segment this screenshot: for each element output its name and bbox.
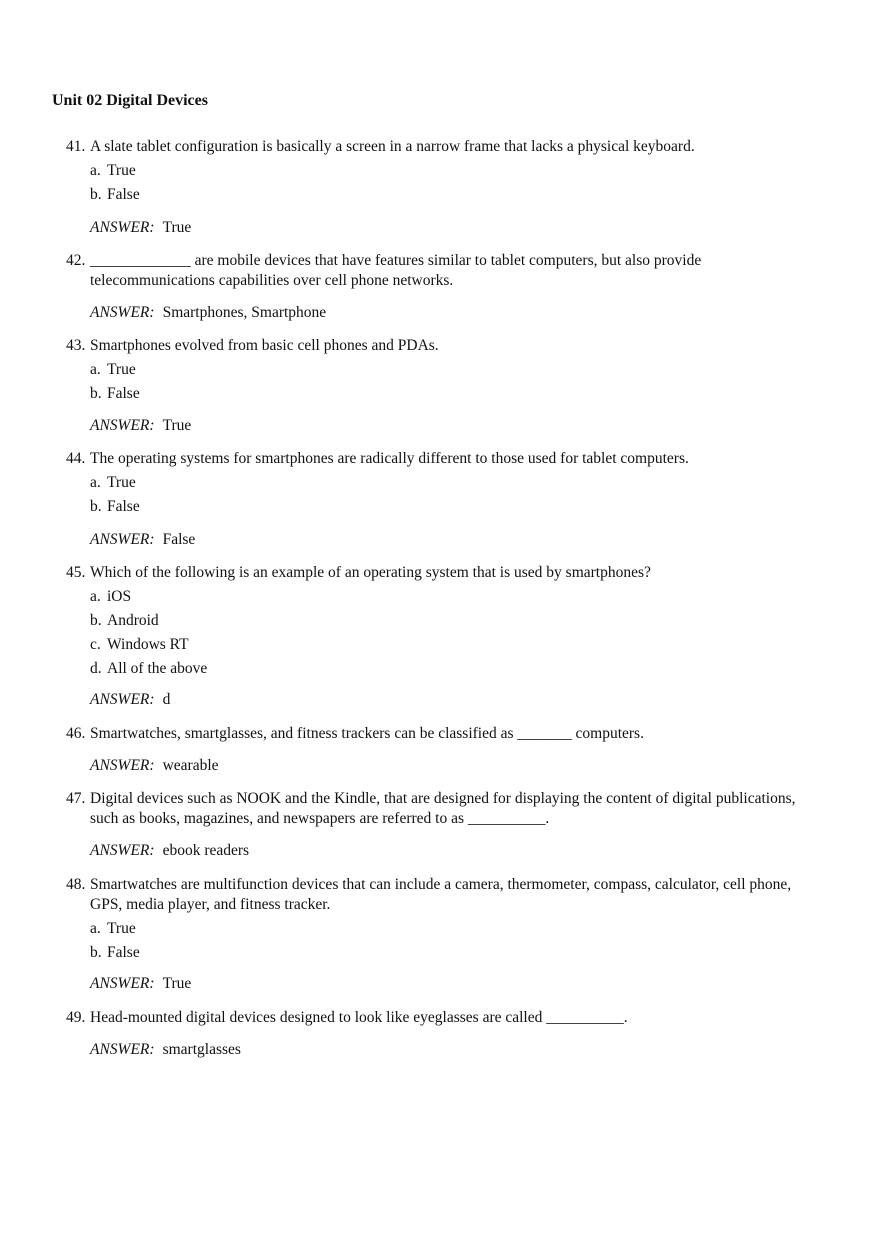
option-text: iOS [107, 588, 132, 605]
option-letter: b. [90, 612, 102, 629]
option-letter: b. [90, 385, 102, 402]
question-43 [66, 336, 826, 406]
answer-value: Smartphones, Smartphone [162, 304, 327, 321]
option-item [90, 941, 826, 965]
question-number: 48. [66, 876, 86, 893]
answer-47 [66, 841, 826, 861]
question-text: _____________ are mobile devices that have features similar to tablet computers, but also provide telecommunications capabilities over cell phone networks. [90, 252, 702, 289]
option-list [90, 585, 826, 681]
question-text: The operating systems for smartphones are radically different to those used for tablet computers. [90, 450, 689, 467]
option-text: False [107, 385, 140, 402]
question-number: 47. [66, 790, 86, 807]
option-item [90, 471, 826, 495]
question-stem [66, 137, 826, 157]
answer-label: ANSWER: [90, 842, 155, 859]
option-list [90, 358, 826, 406]
question-stem [66, 1008, 826, 1028]
option-item [90, 159, 826, 183]
question-text: Which of the following is an example of an operating system that is used by smartphones? [90, 564, 651, 581]
question-number: 49. [66, 1009, 86, 1026]
answer-value: True [162, 417, 192, 434]
question-48 [66, 875, 826, 965]
option-item [90, 382, 826, 406]
option-text: False [107, 944, 140, 961]
question-text: Smartphones evolved from basic cell phones and PDAs. [90, 337, 439, 354]
answer-line [90, 841, 826, 861]
answer-value: smartglasses [162, 1041, 241, 1058]
answer-42 [66, 303, 826, 323]
answer-label: ANSWER: [90, 531, 155, 548]
question-41 [66, 137, 826, 207]
option-letter: b. [90, 944, 102, 961]
question-42 [66, 251, 826, 291]
option-letter: a. [90, 920, 101, 937]
option-item [90, 633, 826, 657]
answer-value: True [162, 219, 192, 236]
option-text: True [107, 474, 136, 491]
answer-line [90, 690, 826, 710]
option-item [90, 183, 826, 207]
question-text: A slate tablet configuration is basically a screen in a narrow frame that lacks a physical keyboard. [90, 138, 695, 155]
option-list [90, 159, 826, 207]
answer-label: ANSWER: [90, 417, 155, 434]
answer-line [90, 416, 826, 436]
answer-45 [66, 690, 826, 710]
question-stem [66, 449, 826, 469]
answer-line [90, 1040, 826, 1060]
answer-41 [66, 218, 826, 238]
answer-label: ANSWER: [90, 219, 155, 236]
option-item [90, 657, 826, 681]
answer-label: ANSWER: [90, 1041, 155, 1058]
answer-48 [66, 974, 826, 994]
question-number: 41. [66, 138, 86, 155]
option-text: True [107, 361, 136, 378]
question-number: 45. [66, 564, 86, 581]
question-text: Head-mounted digital devices designed to look like eyeglasses are called __________. [90, 1009, 628, 1026]
question-text: Digital devices such as NOOK and the Kindle, that are designed for displaying the content of digital publications, such as books, magazines, and newspapers are referred to as __________. [90, 790, 796, 827]
answer-43 [66, 416, 826, 436]
question-number: 42. [66, 252, 86, 269]
option-letter: a. [90, 162, 101, 179]
answer-line [90, 218, 826, 238]
option-text: False [107, 498, 140, 515]
unit-title: Unit 02 Digital Devices [52, 92, 208, 109]
answer-44 [66, 530, 826, 550]
answer-49 [66, 1040, 826, 1060]
question-stem [66, 336, 826, 356]
question-stem [66, 563, 826, 583]
question-text: Smartwatches are multifunction devices that can include a camera, thermometer, compass, calculator, cell phone, GPS, media player, and fitness tracker. [90, 876, 792, 913]
option-list [90, 471, 826, 519]
question-number: 46. [66, 725, 86, 742]
answer-value: d [162, 691, 171, 708]
option-letter: b. [90, 498, 102, 515]
question-stem [66, 251, 826, 291]
answer-line [90, 974, 826, 994]
option-text: All of the above [107, 660, 208, 677]
option-text: True [107, 162, 136, 179]
answer-label: ANSWER: [90, 691, 155, 708]
option-letter: a. [90, 588, 101, 605]
option-letter: b. [90, 186, 102, 203]
option-text: Android [107, 612, 159, 629]
option-item [90, 358, 826, 382]
answer-46 [66, 756, 826, 776]
answer-value: False [162, 531, 196, 548]
question-stem [66, 789, 826, 829]
question-number: 44. [66, 450, 86, 467]
question-44 [66, 449, 826, 519]
option-text: Windows RT [107, 636, 189, 653]
option-text: False [107, 186, 140, 203]
option-item [90, 495, 826, 519]
question-46 [66, 724, 826, 744]
option-text: True [107, 920, 136, 937]
question-number: 43. [66, 337, 86, 354]
answer-value: ebook readers [162, 842, 250, 859]
option-item [90, 609, 826, 633]
option-letter: a. [90, 361, 101, 378]
option-item [90, 585, 826, 609]
answer-line [90, 530, 826, 550]
answer-value: wearable [162, 757, 219, 774]
answer-value: True [162, 975, 192, 992]
question-text: Smartwatches, smartglasses, and fitness trackers can be classified as _______ computers. [90, 725, 644, 742]
answer-line [90, 303, 826, 323]
question-47 [66, 789, 826, 829]
option-list [90, 917, 826, 965]
option-letter: a. [90, 474, 101, 491]
answer-label: ANSWER: [90, 975, 155, 992]
option-item [90, 917, 826, 941]
question-49 [66, 1008, 826, 1028]
answer-label: ANSWER: [90, 304, 155, 321]
answer-label: ANSWER: [90, 757, 155, 774]
answer-line [90, 756, 826, 776]
option-letter: d. [90, 660, 102, 677]
option-letter: c. [90, 636, 101, 653]
question-45 [66, 563, 826, 681]
question-stem [66, 724, 826, 744]
question-stem [66, 875, 826, 915]
